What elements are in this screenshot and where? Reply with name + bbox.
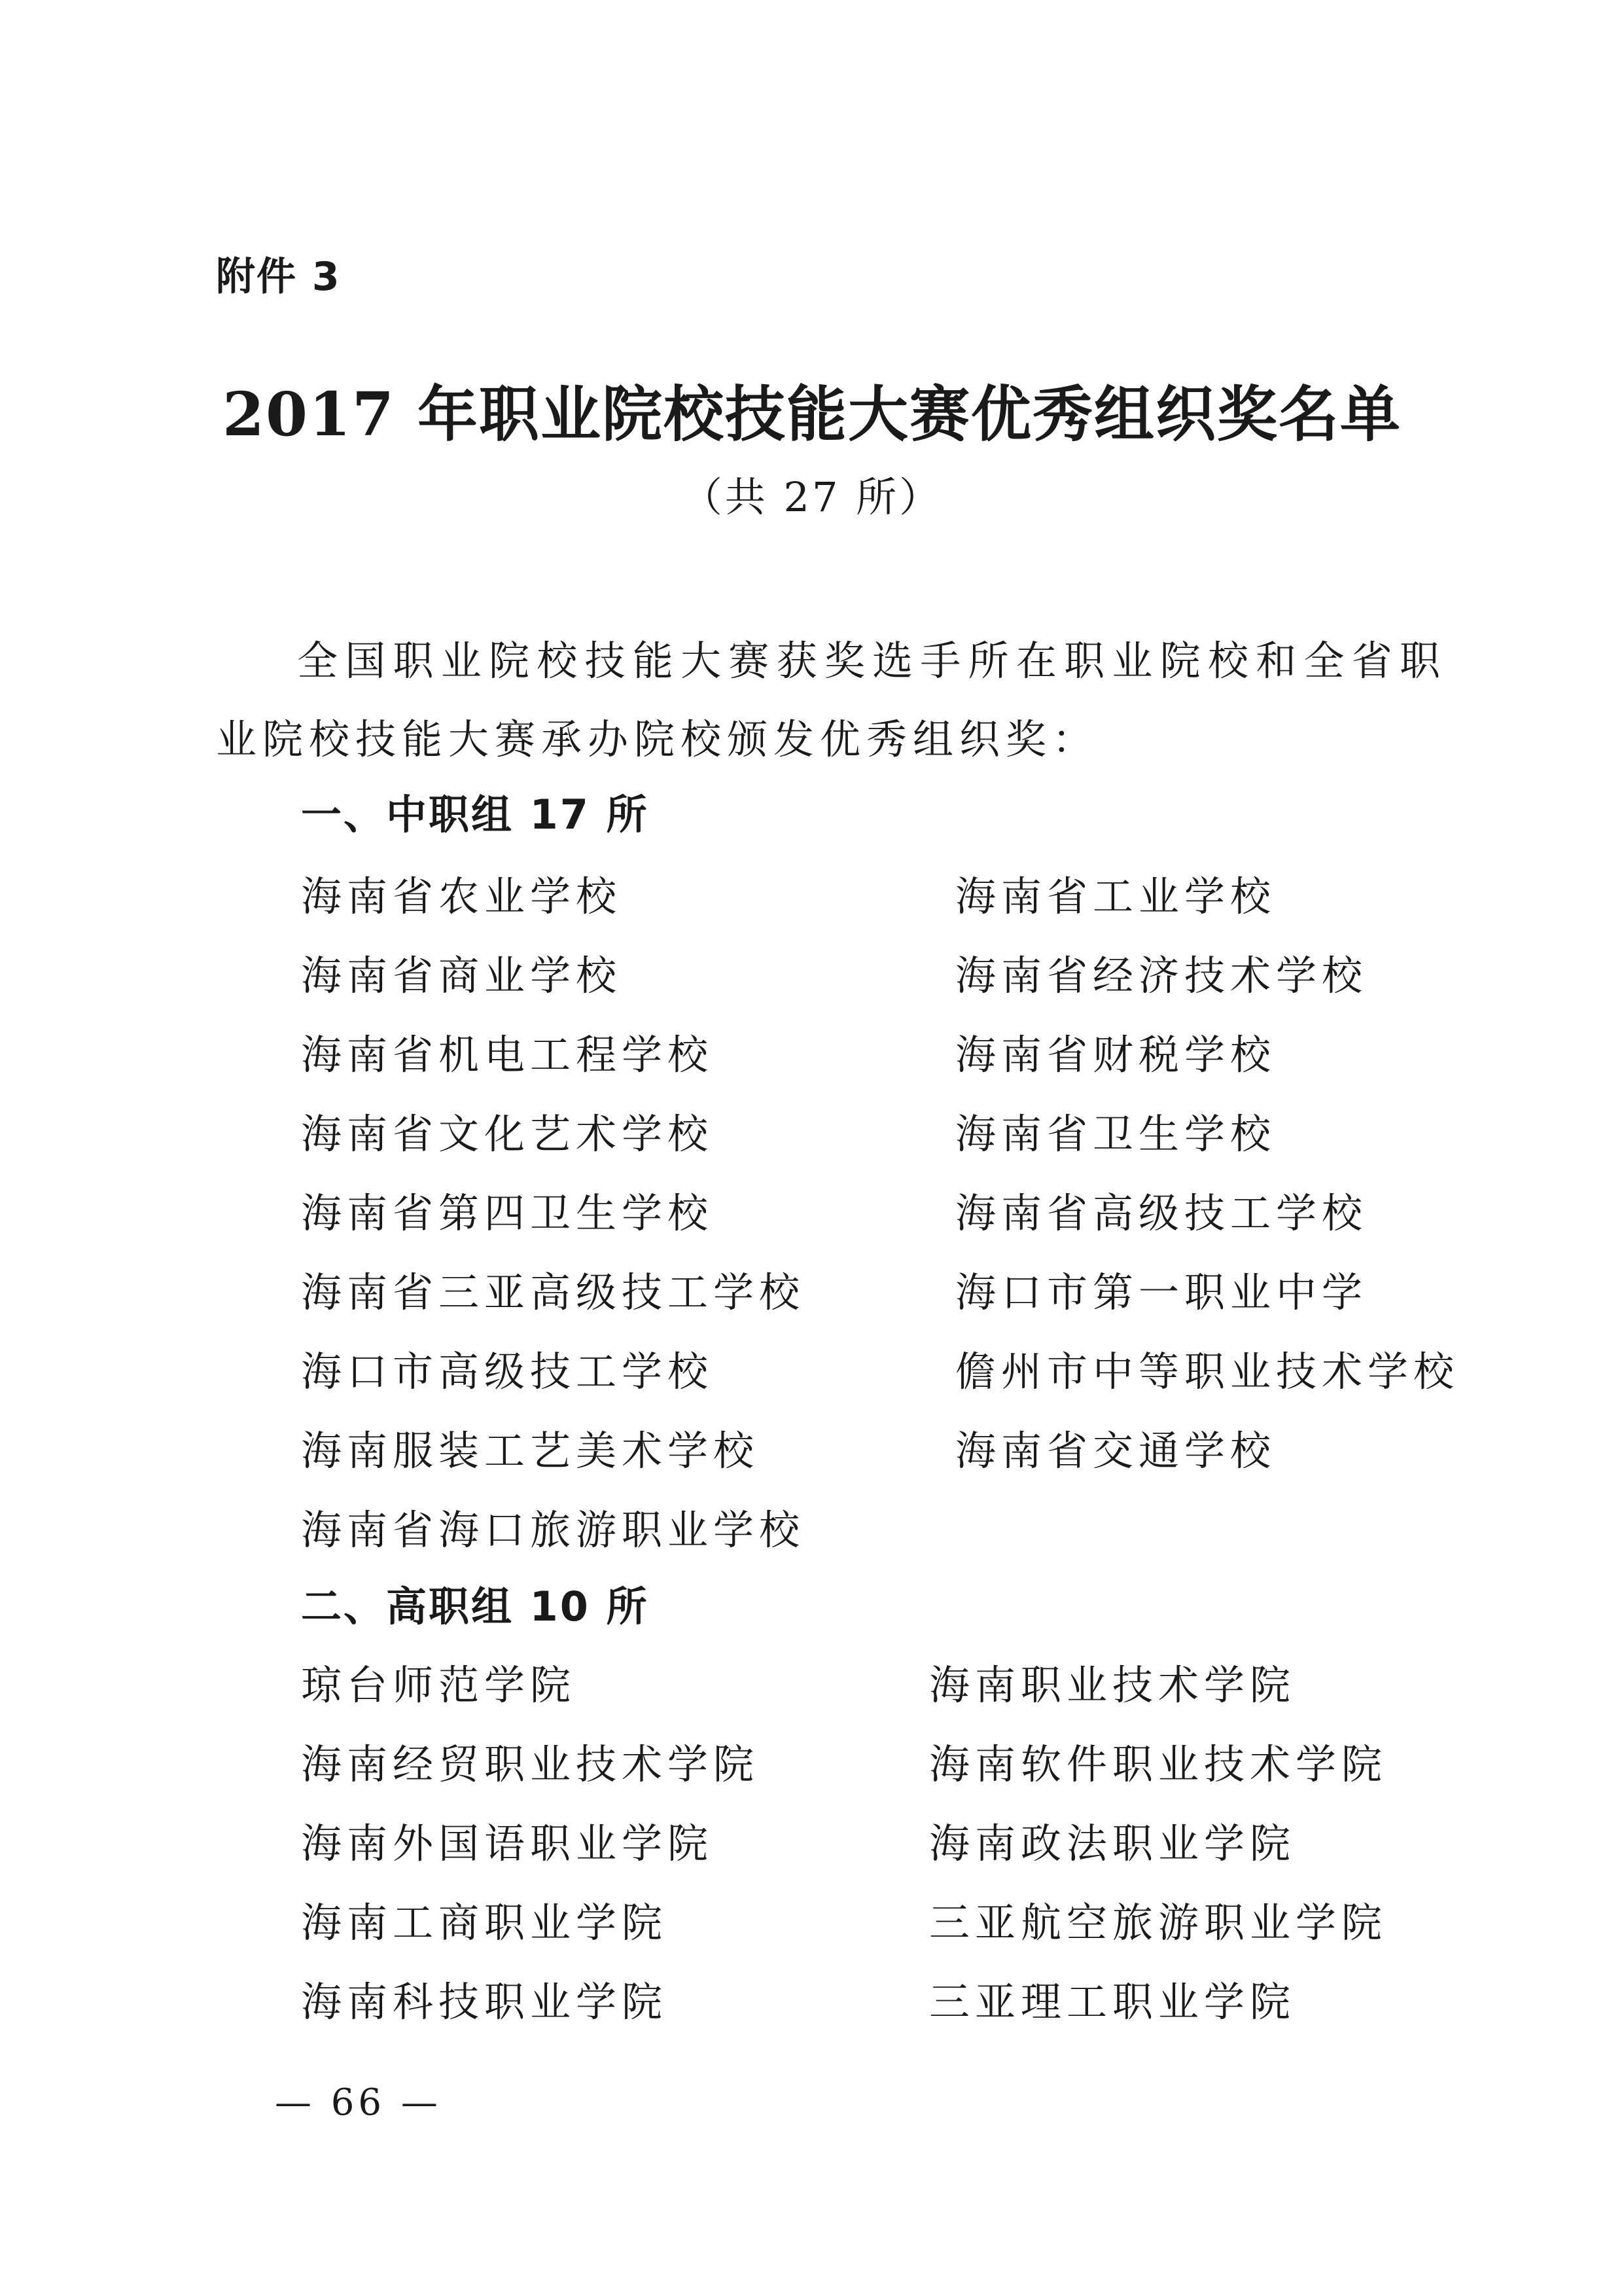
school-item: 海南省文化艺术学校 [301,1110,714,1158]
school-item: 海南省经济技术学校 [955,952,1368,999]
intro-paragraph: 全国职业院校技能大赛获奖选手所在职业院校和全省职业院校技能大赛承办院校颁发优秀组织奖： [216,637,1446,763]
school-item: 海南省财税学校 [955,1031,1277,1079]
secondary-vocational-school-list [301,864,1479,1577]
school-item: 海南省商业学校 [301,952,622,999]
school-item: 海南省海口旅游职业学校 [301,1506,805,1554]
college-item: 海南外国语职业学院 [301,1820,714,1867]
school-item: 海南省机电工程学校 [301,1031,714,1079]
school-item: 海口市第一职业中学 [955,1268,1368,1316]
college-item: 海南软件职业技术学院 [929,1740,1388,1788]
higher-vocational-college-list [301,1653,1479,2049]
college-item: 三亚航空旅游职业学院 [929,1899,1388,1946]
school-item: 海南服装工艺美术学校 [301,1427,760,1475]
college-item: 海南经贸职业技术学院 [301,1740,760,1788]
college-item: 海南政法职业学院 [929,1820,1296,1867]
college-item: 海南工商职业学院 [301,1899,668,1946]
school-item: 海南省卫生学校 [955,1110,1277,1158]
school-item: 海南省三亚高级技工学校 [301,1268,805,1316]
page-number: — 66 — [275,2081,442,2124]
college-item: 三亚理工职业学院 [929,1978,1296,2026]
school-item: 海南省交通学校 [955,1427,1277,1475]
section-heading-higher-vocational: 二、高职组 10 所 [301,1583,649,1630]
college-item: 海南科技职业学院 [301,1978,668,2026]
section-heading-secondary-vocational: 一、中职组 17 所 [301,791,649,838]
document-subtitle: （共 27 所） [681,473,943,521]
school-item: 海南省第四卫生学校 [301,1189,714,1237]
empty-cell [955,1498,1479,1577]
school-item: 海口市高级技工学校 [301,1348,714,1395]
document-title: 2017 年职业院校技能大赛优秀组织奖名单 [222,379,1402,450]
school-item: 海南省高级技工学校 [955,1189,1368,1237]
school-item: 儋州市中等职业技术学校 [955,1348,1460,1395]
attachment-label: 附件 3 [216,254,341,300]
college-item: 海南职业技术学院 [929,1661,1296,1709]
school-item: 海南省工业学校 [955,872,1277,920]
college-item: 琼台师范学院 [301,1661,576,1709]
school-item: 海南省农业学校 [301,872,622,920]
